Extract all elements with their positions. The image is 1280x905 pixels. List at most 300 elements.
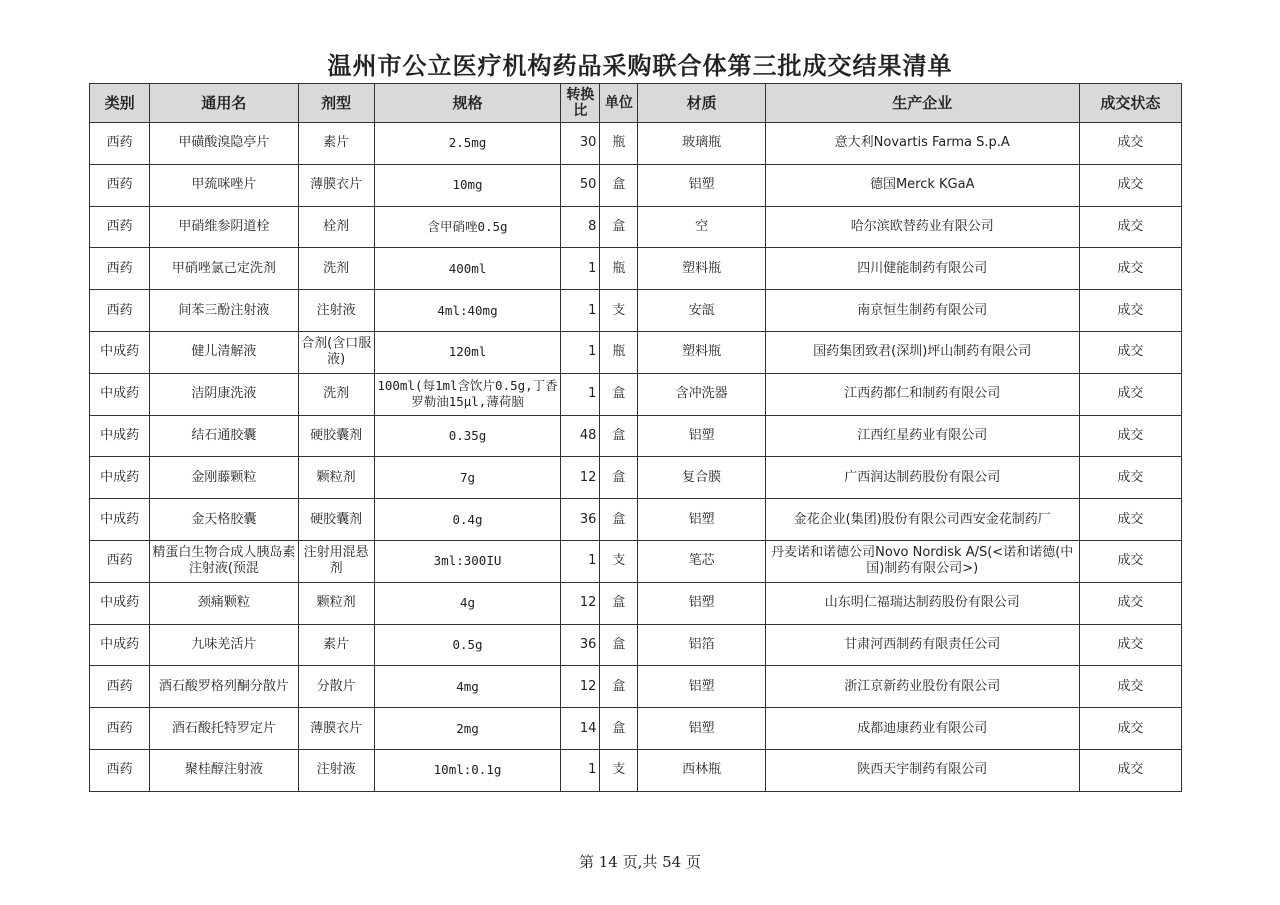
cell-conversion-text: 36 xyxy=(579,636,597,652)
cell-manufacturer-text: 江西药都仁和制药有限公司 xyxy=(844,386,1001,402)
cell-category-text: 中成药 xyxy=(100,636,140,652)
cell-manufacturer-text: 金花企业(集团)股份有限公司西安金花制药厂 xyxy=(793,511,1051,527)
cell-generic-name xyxy=(150,666,298,708)
cell-category xyxy=(90,206,150,248)
cell-spec-text: 2mg xyxy=(456,720,479,736)
cell-spec-text: 0.35g xyxy=(448,427,487,443)
cell-category-text: 西药 xyxy=(106,720,133,736)
cell-status xyxy=(1079,582,1181,624)
cell-manufacturer-text: 哈尔滨欧替药业有限公司 xyxy=(850,218,994,234)
cell-manufacturer-text: 意大利Novartis Farma S.p.A xyxy=(834,135,1010,151)
cell-category-text: 西药 xyxy=(106,302,133,318)
cell-category-text: 中成药 xyxy=(100,595,140,611)
cell-material-text: 玻璃瓶 xyxy=(682,135,722,151)
cell-dosage-form-text: 注射液 xyxy=(316,302,356,318)
header-generic-name: 通用名 xyxy=(150,84,298,123)
cell-material xyxy=(638,582,765,624)
cell-status xyxy=(1079,248,1181,290)
cell-status-text: 成交 xyxy=(1117,427,1144,443)
cell-spec-text: 4ml:40mg xyxy=(437,302,498,318)
cell-manufacturer-text: 南京恒生制药有限公司 xyxy=(857,302,988,318)
table-row xyxy=(90,499,1182,541)
cell-manufacturer xyxy=(765,123,1079,165)
cell-status xyxy=(1079,540,1181,582)
header-conversion: 转换比 xyxy=(561,84,600,123)
cell-manufacturer xyxy=(765,457,1079,499)
cell-conversion-text: 8 xyxy=(588,218,597,234)
cell-generic-name-text: 健儿清解液 xyxy=(191,344,257,360)
cell-category xyxy=(90,499,150,541)
cell-material-text: 铝塑 xyxy=(688,720,715,736)
cell-spec xyxy=(374,290,561,332)
cell-generic-name-text: 金刚藤颗粒 xyxy=(191,469,257,485)
table-row xyxy=(90,666,1182,708)
cell-conversion-text: 48 xyxy=(579,427,597,443)
cell-conversion-text: 1 xyxy=(588,344,597,360)
cell-status xyxy=(1079,457,1181,499)
cell-material-text: 铝箔 xyxy=(688,636,715,652)
cell-status xyxy=(1079,708,1181,750)
cell-spec xyxy=(374,582,561,624)
cell-status xyxy=(1079,331,1181,373)
table-header-row xyxy=(90,84,1182,123)
cell-dosage-form-text: 薄膜衣片 xyxy=(310,177,363,193)
cell-conversion xyxy=(561,540,600,582)
cell-unit-text: 盒 xyxy=(612,720,626,736)
cell-spec-text: 4g xyxy=(459,595,476,611)
cell-dosage-form-text: 素片 xyxy=(323,135,350,151)
cell-conversion-text: 36 xyxy=(579,511,597,527)
cell-dosage-form xyxy=(298,457,374,499)
cell-generic-name xyxy=(150,206,298,248)
cell-material-text: 铝塑 xyxy=(688,678,715,694)
cell-dosage-form-text: 合剂(含口服液) xyxy=(301,336,372,368)
cell-conversion xyxy=(561,415,600,457)
cell-dosage-form-text: 颗粒剂 xyxy=(316,595,356,611)
header-dosage-form: 剂型 xyxy=(298,84,374,123)
cell-unit xyxy=(600,540,638,582)
cell-material-text: 空 xyxy=(695,218,709,234)
cell-dosage-form-text: 栓剂 xyxy=(323,218,350,234)
cell-dosage-form xyxy=(298,666,374,708)
cell-material-text: 复合膜 xyxy=(682,469,722,485)
cell-category-text: 中成药 xyxy=(100,386,140,402)
cell-manufacturer xyxy=(765,708,1079,750)
cell-material xyxy=(638,415,765,457)
cell-manufacturer xyxy=(765,582,1079,624)
cell-category-text: 西药 xyxy=(106,177,133,193)
cell-spec xyxy=(374,164,561,206)
cell-category xyxy=(90,164,150,206)
cell-material xyxy=(638,290,765,332)
cell-dosage-form xyxy=(298,708,374,750)
cell-spec xyxy=(374,749,561,791)
cell-material xyxy=(638,708,765,750)
cell-status xyxy=(1079,290,1181,332)
cell-status-text: 成交 xyxy=(1117,344,1144,360)
cell-manufacturer xyxy=(765,540,1079,582)
cell-manufacturer xyxy=(765,624,1079,666)
cell-generic-name-text: 间苯三酚注射液 xyxy=(178,302,270,318)
results-table xyxy=(89,83,1182,792)
cell-spec xyxy=(374,373,561,415)
cell-status xyxy=(1079,206,1181,248)
header-category: 类别 xyxy=(90,84,150,123)
cell-dosage-form-text: 洗剂 xyxy=(323,386,350,402)
cell-conversion xyxy=(561,499,600,541)
cell-status-text: 成交 xyxy=(1117,135,1144,151)
cell-material-text: 铝塑 xyxy=(688,595,715,611)
cell-status xyxy=(1079,415,1181,457)
cell-category xyxy=(90,331,150,373)
cell-manufacturer xyxy=(765,666,1079,708)
cell-generic-name xyxy=(150,290,298,332)
cell-manufacturer xyxy=(765,331,1079,373)
cell-status-text: 成交 xyxy=(1117,302,1144,318)
cell-unit-text: 盒 xyxy=(612,218,626,234)
cell-generic-name-text: 甲巯咪唑片 xyxy=(191,177,257,193)
cell-unit xyxy=(600,373,638,415)
cell-category xyxy=(90,290,150,332)
cell-generic-name-text: 甲硝维参阴道栓 xyxy=(178,218,270,234)
cell-status-text: 成交 xyxy=(1117,469,1144,485)
cell-manufacturer-text: 甘肃河西制药有限责任公司 xyxy=(844,636,1001,652)
cell-unit-text: 瓶 xyxy=(612,135,626,151)
table-row xyxy=(90,206,1182,248)
cell-spec xyxy=(374,499,561,541)
cell-manufacturer-text: 国药集团致君(深圳)坪山制药有限公司 xyxy=(813,344,1032,360)
cell-dosage-form xyxy=(298,206,374,248)
cell-manufacturer xyxy=(765,415,1079,457)
cell-spec xyxy=(374,331,561,373)
cell-conversion-text: 12 xyxy=(579,595,597,611)
cell-manufacturer-text: 四川健能制药有限公司 xyxy=(857,260,988,276)
cell-conversion xyxy=(561,164,600,206)
cell-material xyxy=(638,749,765,791)
cell-status xyxy=(1079,749,1181,791)
cell-category-text: 中成药 xyxy=(100,511,140,527)
cell-manufacturer-text: 陕西天宇制药有限公司 xyxy=(857,762,988,778)
cell-category-text: 中成药 xyxy=(100,427,140,443)
cell-category-text: 西药 xyxy=(106,553,133,569)
cell-category xyxy=(90,415,150,457)
cell-manufacturer-text: 浙江京新药业股份有限公司 xyxy=(844,678,1001,694)
cell-conversion xyxy=(561,373,600,415)
cell-generic-name xyxy=(150,708,298,750)
cell-generic-name xyxy=(150,164,298,206)
cell-category-text: 西药 xyxy=(106,218,133,234)
cell-status-text: 成交 xyxy=(1117,260,1144,276)
cell-unit xyxy=(600,457,638,499)
cell-unit-text: 盒 xyxy=(612,386,626,402)
cell-dosage-form xyxy=(298,415,374,457)
cell-conversion-text: 1 xyxy=(588,762,597,778)
cell-generic-name-text: 聚桂醇注射液 xyxy=(184,762,263,778)
cell-material-text: 笔芯 xyxy=(688,553,715,569)
cell-category xyxy=(90,624,150,666)
cell-conversion-text: 14 xyxy=(579,720,597,736)
cell-conversion xyxy=(561,624,600,666)
cell-dosage-form-text: 薄膜衣片 xyxy=(310,720,363,736)
cell-material-text: 铝塑 xyxy=(688,177,715,193)
header-spec: 规格 xyxy=(374,84,561,123)
cell-dosage-form xyxy=(298,624,374,666)
cell-dosage-form-text: 颗粒剂 xyxy=(316,469,356,485)
cell-unit-text: 瓶 xyxy=(612,260,626,276)
cell-generic-name-text: 酒石酸托特罗定片 xyxy=(171,720,276,736)
cell-spec-text: 3ml:300IU xyxy=(433,553,502,569)
cell-generic-name xyxy=(150,373,298,415)
cell-conversion-text: 12 xyxy=(579,678,597,694)
cell-category xyxy=(90,457,150,499)
table-row xyxy=(90,749,1182,791)
table-row xyxy=(90,248,1182,290)
cell-unit xyxy=(600,499,638,541)
cell-category-text: 西药 xyxy=(106,678,133,694)
cell-spec xyxy=(374,248,561,290)
cell-dosage-form xyxy=(298,248,374,290)
header-manufacturer: 生产企业 xyxy=(765,84,1079,123)
table-row xyxy=(90,373,1182,415)
cell-unit-text: 盒 xyxy=(612,511,626,527)
cell-unit-text: 支 xyxy=(612,302,626,318)
cell-generic-name xyxy=(150,749,298,791)
cell-status xyxy=(1079,123,1181,165)
cell-status xyxy=(1079,666,1181,708)
cell-status-text: 成交 xyxy=(1117,636,1144,652)
cell-manufacturer xyxy=(765,749,1079,791)
cell-generic-name-text: 甲磺酸溴隐亭片 xyxy=(178,135,270,151)
cell-dosage-form xyxy=(298,164,374,206)
cell-generic-name-text: 结石通胶囊 xyxy=(191,427,257,443)
cell-spec xyxy=(374,457,561,499)
cell-spec-text: 400ml xyxy=(448,260,487,276)
cell-spec xyxy=(374,624,561,666)
cell-unit-text: 盒 xyxy=(612,636,626,652)
cell-manufacturer-text: 德国Merck KGaA xyxy=(869,177,975,193)
cell-generic-name xyxy=(150,248,298,290)
cell-unit xyxy=(600,666,638,708)
header-status: 成交状态 xyxy=(1079,84,1181,123)
cell-dosage-form xyxy=(298,123,374,165)
cell-material-text: 塑料瓶 xyxy=(682,260,722,276)
cell-unit xyxy=(600,624,638,666)
cell-spec xyxy=(374,123,561,165)
cell-category xyxy=(90,749,150,791)
table-body xyxy=(90,123,1182,792)
cell-material xyxy=(638,666,765,708)
cell-spec-text: 0.5g xyxy=(452,636,483,652)
cell-status xyxy=(1079,499,1181,541)
cell-spec-text: 10mg xyxy=(452,177,483,193)
cell-manufacturer-text: 丹麦诺和诺德公司Novo Nordisk A/S(<诺和诺德(中国)制药有限公司>) xyxy=(771,545,1074,577)
cell-dosage-form-text: 洗剂 xyxy=(323,260,350,276)
cell-spec-text: 0.4g xyxy=(452,511,483,527)
cell-unit-text: 支 xyxy=(612,762,626,778)
cell-unit-text: 盒 xyxy=(612,678,626,694)
cell-dosage-form xyxy=(298,499,374,541)
cell-unit-text: 盒 xyxy=(612,177,626,193)
cell-conversion xyxy=(561,749,600,791)
cell-material xyxy=(638,373,765,415)
cell-status-text: 成交 xyxy=(1117,218,1144,234)
cell-status-text: 成交 xyxy=(1117,720,1144,736)
cell-conversion xyxy=(561,582,600,624)
cell-dosage-form xyxy=(298,331,374,373)
header-material: 材质 xyxy=(638,84,765,123)
cell-category xyxy=(90,540,150,582)
cell-unit xyxy=(600,206,638,248)
cell-unit xyxy=(600,415,638,457)
cell-spec xyxy=(374,206,561,248)
cell-status-text: 成交 xyxy=(1117,386,1144,402)
cell-status-text: 成交 xyxy=(1117,511,1144,527)
cell-conversion xyxy=(561,290,600,332)
cell-conversion xyxy=(561,708,600,750)
cell-manufacturer xyxy=(765,373,1079,415)
cell-unit-text: 瓶 xyxy=(612,344,626,360)
cell-category xyxy=(90,708,150,750)
cell-spec-text: 10ml:0.1g xyxy=(433,762,502,778)
table-row xyxy=(90,540,1182,582)
cell-unit xyxy=(600,749,638,791)
header-unit: 单位 xyxy=(600,84,638,123)
cell-generic-name-text: 颈痛颗粒 xyxy=(197,595,250,611)
table-row xyxy=(90,331,1182,373)
cell-material-text: 含冲洗器 xyxy=(675,386,728,402)
cell-dosage-form-text: 硬胶囊剂 xyxy=(310,511,363,527)
cell-generic-name xyxy=(150,540,298,582)
cell-conversion-text: 1 xyxy=(588,302,597,318)
cell-material-text: 铝塑 xyxy=(688,511,715,527)
cell-generic-name xyxy=(150,123,298,165)
cell-conversion xyxy=(561,457,600,499)
cell-material xyxy=(638,624,765,666)
cell-manufacturer-text: 江西红星药业有限公司 xyxy=(857,427,988,443)
cell-generic-name xyxy=(150,415,298,457)
cell-status-text: 成交 xyxy=(1117,678,1144,694)
cell-category-text: 西药 xyxy=(106,135,133,151)
cell-material xyxy=(638,206,765,248)
cell-category-text: 西药 xyxy=(106,762,133,778)
cell-generic-name xyxy=(150,499,298,541)
cell-status xyxy=(1079,624,1181,666)
cell-category-text: 中成药 xyxy=(100,344,140,360)
cell-manufacturer-text: 山东明仁福瑞达制药股份有限公司 xyxy=(824,595,1020,611)
cell-category xyxy=(90,248,150,290)
cell-status-text: 成交 xyxy=(1117,177,1144,193)
cell-dosage-form-text: 注射液 xyxy=(316,762,356,778)
cell-material-text: 西林瓶 xyxy=(682,762,722,778)
cell-conversion xyxy=(561,666,600,708)
cell-generic-name-text: 金天格胶囊 xyxy=(191,511,257,527)
table-row xyxy=(90,164,1182,206)
cell-manufacturer xyxy=(765,499,1079,541)
cell-unit xyxy=(600,248,638,290)
table-row xyxy=(90,624,1182,666)
page-number-footer: 第 14 页,共 54 页 xyxy=(578,853,701,871)
cell-dosage-form-text: 分散片 xyxy=(316,678,356,694)
cell-material xyxy=(638,331,765,373)
cell-conversion-text: 1 xyxy=(588,260,597,276)
cell-generic-name xyxy=(150,457,298,499)
cell-material xyxy=(638,123,765,165)
cell-conversion-text: 30 xyxy=(579,135,597,151)
cell-status-text: 成交 xyxy=(1117,553,1144,569)
cell-conversion xyxy=(561,331,600,373)
cell-generic-name-text: 九味羌活片 xyxy=(191,636,257,652)
cell-conversion xyxy=(561,206,600,248)
cell-generic-name xyxy=(150,624,298,666)
cell-dosage-form xyxy=(298,540,374,582)
cell-unit xyxy=(600,331,638,373)
cell-unit xyxy=(600,708,638,750)
cell-unit-text: 支 xyxy=(612,553,626,569)
table-row xyxy=(90,708,1182,750)
cell-manufacturer xyxy=(765,164,1079,206)
cell-spec-text: 2.5mg xyxy=(448,135,487,151)
cell-material-text: 铝塑 xyxy=(688,427,715,443)
table-row xyxy=(90,582,1182,624)
document-title: 温州市公立医疗机构药品采购联合体第三批成交结果清单 xyxy=(327,52,953,80)
cell-unit xyxy=(600,582,638,624)
cell-category xyxy=(90,373,150,415)
cell-generic-name-text: 甲硝唑氯己定洗剂 xyxy=(171,260,276,276)
cell-dosage-form xyxy=(298,582,374,624)
table-row xyxy=(90,457,1182,499)
cell-spec-text: 含甲硝唑0.5g xyxy=(427,218,508,234)
cell-dosage-form-text: 注射用混悬剂 xyxy=(303,545,369,577)
cell-spec-text: 120ml xyxy=(448,344,487,360)
cell-manufacturer xyxy=(765,290,1079,332)
cell-manufacturer-text: 成都迪康药业有限公司 xyxy=(857,720,988,736)
cell-spec xyxy=(374,540,561,582)
cell-generic-name-text: 精蛋白生物合成人胰岛素注射液(预混 xyxy=(152,545,296,577)
cell-unit-text: 盒 xyxy=(612,595,626,611)
cell-spec-text: 4mg xyxy=(456,678,479,694)
cell-material xyxy=(638,540,765,582)
cell-conversion xyxy=(561,123,600,165)
cell-material-text: 塑料瓶 xyxy=(682,344,722,360)
cell-unit xyxy=(600,290,638,332)
cell-conversion-text: 1 xyxy=(588,553,597,569)
cell-category-text: 西药 xyxy=(106,260,133,276)
cell-manufacturer xyxy=(765,248,1079,290)
cell-dosage-form xyxy=(298,373,374,415)
cell-generic-name xyxy=(150,582,298,624)
cell-manufacturer-text: 广西润达制药股份有限公司 xyxy=(844,469,1001,485)
cell-material xyxy=(638,499,765,541)
cell-spec xyxy=(374,708,561,750)
cell-generic-name xyxy=(150,331,298,373)
cell-unit xyxy=(600,164,638,206)
cell-category xyxy=(90,582,150,624)
cell-unit-text: 盒 xyxy=(612,469,626,485)
cell-conversion-text: 50 xyxy=(579,177,597,193)
table-row xyxy=(90,290,1182,332)
cell-dosage-form-text: 硬胶囊剂 xyxy=(310,427,363,443)
cell-manufacturer xyxy=(765,206,1079,248)
cell-status xyxy=(1079,373,1181,415)
cell-material-text: 安瓿 xyxy=(688,302,715,318)
cell-material xyxy=(638,164,765,206)
cell-status-text: 成交 xyxy=(1117,595,1144,611)
cell-generic-name-text: 酒石酸罗格列酮分散片 xyxy=(158,678,289,694)
cell-unit-text: 盒 xyxy=(612,427,626,443)
cell-dosage-form-text: 素片 xyxy=(323,636,350,652)
cell-status-text: 成交 xyxy=(1117,762,1144,778)
cell-conversion-text: 1 xyxy=(588,386,597,402)
